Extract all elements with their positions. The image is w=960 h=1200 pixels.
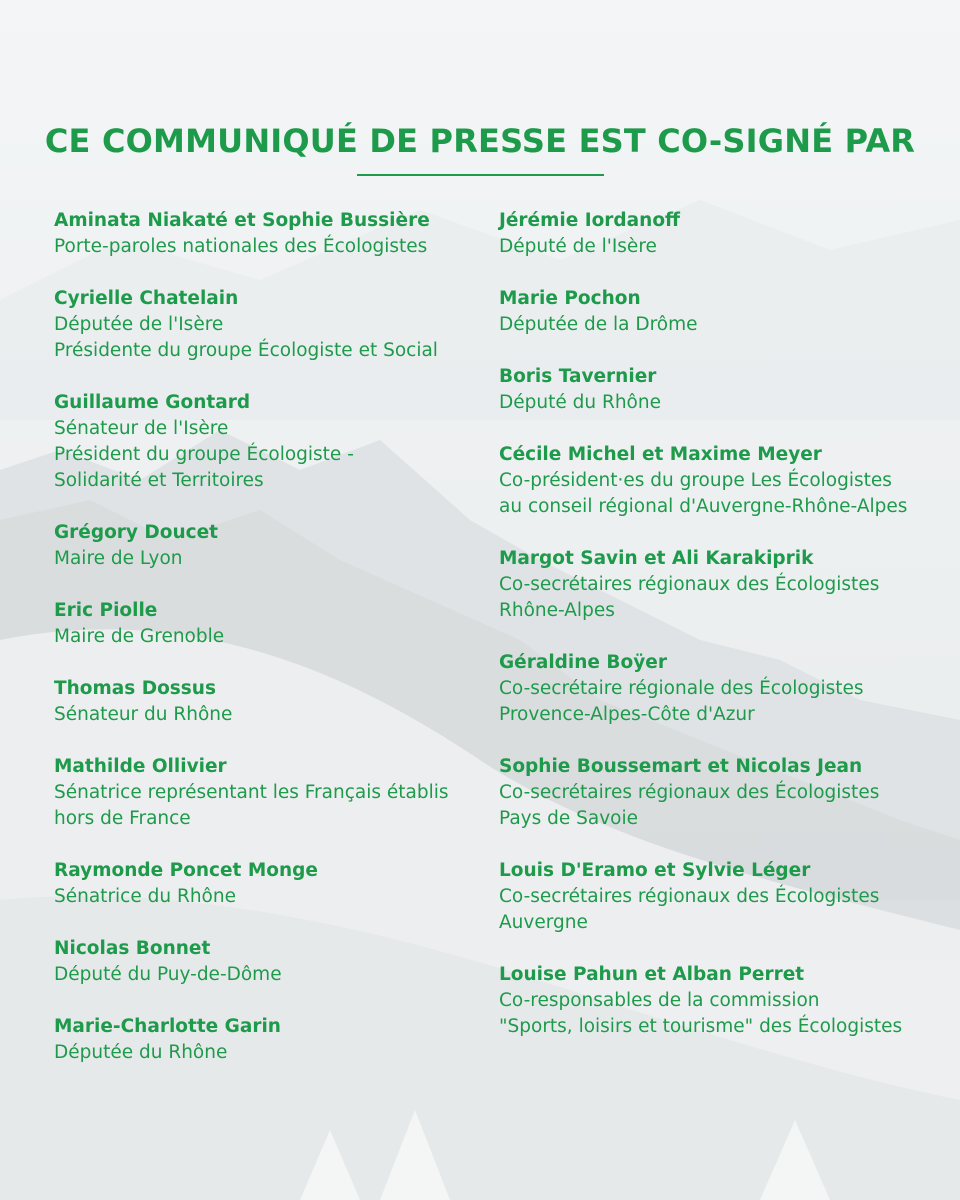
signatory — [499, 208, 939, 260]
signatory-role: hors de France — [54, 808, 191, 829]
signatory-role: Maire de Lyon — [54, 548, 183, 569]
signatory-role: Co-secrétaires régionaux des Écologistes — [499, 886, 880, 907]
signatory-role: Président du groupe Écologiste - — [54, 444, 354, 465]
signatory-role: au conseil régional d'Auvergne-Rhône-Alpes — [499, 496, 908, 517]
signatory-name: Margot Savin et Ali Karakiprik — [499, 548, 814, 569]
signatory — [54, 1014, 474, 1066]
signatory — [54, 208, 474, 260]
signatory — [54, 754, 474, 832]
signatory-role: Provence-Alpes-Côte d'Azur — [499, 704, 755, 725]
signatory-role: Porte-paroles nationales des Écologistes — [54, 236, 428, 257]
signatory-name: Cécile Michel et Maxime Meyer — [499, 444, 822, 465]
signatory — [499, 962, 939, 1040]
signatory — [499, 546, 939, 624]
signatory-name: Guillaume Gontard — [54, 392, 251, 413]
signatory-role: Présidente du groupe Écologiste et Social — [54, 340, 438, 361]
signatories-left-column — [54, 208, 474, 1092]
signatory-name: Marie-Charlotte Garin — [54, 1016, 281, 1037]
signatory-role: Auvergne — [499, 912, 588, 933]
signatory-role: "Sports, loisirs et tourisme" des Écologistes — [499, 1016, 903, 1037]
signatory — [54, 676, 474, 728]
signatory-role: Sénatrice représentant les Français établis — [54, 782, 449, 803]
signatory-name: Sophie Boussemart et Nicolas Jean — [499, 756, 863, 777]
signatory — [54, 598, 474, 650]
signatory-role: Co-responsables de la commission — [499, 990, 820, 1011]
signatory-name: Thomas Dossus — [54, 678, 216, 699]
signatory-role: Co-secrétaires régionaux des Écologistes — [499, 782, 880, 803]
signatories-right-column — [499, 208, 939, 1066]
signatory-role: Co-secrétaires régionaux des Écologistes — [499, 574, 880, 595]
title-underline — [357, 174, 604, 176]
signatory — [54, 520, 474, 572]
signatory — [499, 754, 939, 832]
signatory — [499, 286, 939, 338]
signatory-name: Eric Piolle — [54, 600, 158, 621]
signatory-role: Député de l'Isère — [499, 236, 657, 257]
signatory-role: Député du Rhône — [499, 392, 661, 413]
signatory — [499, 364, 939, 416]
page-title: CE COMMUNIQUÉ DE PRESSE EST CO-SIGNÉ PAR — [44, 122, 916, 160]
signatory-name: Louise Pahun et Alban Perret — [499, 964, 805, 985]
signatory-name: Grégory Doucet — [54, 522, 219, 543]
signatory — [499, 442, 939, 520]
signatory-name: Jérémie Iordanoff — [499, 210, 681, 231]
signatory-name: Nicolas Bonnet — [54, 938, 211, 959]
signatory-role: Sénateur de l'Isère — [54, 418, 229, 439]
signatory — [499, 858, 939, 936]
signatory — [54, 390, 474, 494]
signatory-role: Pays de Savoie — [499, 808, 639, 829]
signatory-role: Députée de la Drôme — [499, 314, 698, 335]
signatory — [499, 650, 939, 728]
signatory-name: Marie Pochon — [499, 288, 641, 309]
signatory-role: Sénateur du Rhône — [54, 704, 233, 725]
signatory — [54, 936, 474, 988]
signatory-role: Rhône-Alpes — [499, 600, 615, 621]
signatory-name: Géraldine Boÿer — [499, 652, 667, 673]
signatory-name: Aminata Niakaté et Sophie Bussière — [54, 210, 430, 231]
signatory — [54, 286, 474, 364]
signatory-role: Députée du Rhône — [54, 1042, 228, 1063]
signatory-role: Co-président·es du groupe Les Écologistes — [499, 470, 892, 491]
signatory-name: Cyrielle Chatelain — [54, 288, 239, 309]
signatory-role: Député du Puy-de-Dôme — [54, 964, 282, 985]
signatory-role: Sénatrice du Rhône — [54, 886, 236, 907]
signatory-role: Solidarité et Territoires — [54, 470, 264, 491]
signatory — [54, 858, 474, 910]
signatory-role: Maire de Grenoble — [54, 626, 225, 647]
signatory-name: Boris Tavernier — [499, 366, 657, 387]
signatory-name: Louis D'Eramo et Sylvie Léger — [499, 860, 811, 881]
signatory-name: Mathilde Ollivier — [54, 756, 227, 777]
signatory-role: Députée de l'Isère — [54, 314, 224, 335]
signatory-name: Raymonde Poncet Monge — [54, 860, 318, 881]
signatory-role: Co-secrétaire régionale des Écologistes — [499, 678, 864, 699]
